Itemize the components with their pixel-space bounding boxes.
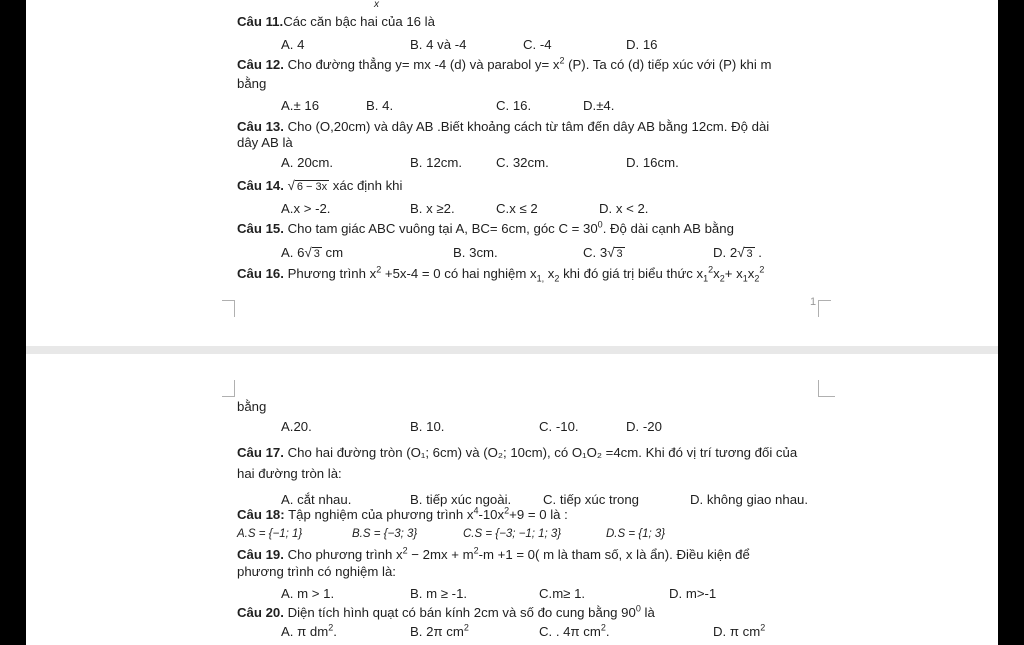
q17-option-a: A. cắt nhau. <box>281 492 352 507</box>
q17-option-c: C. tiếp xúc trong <box>543 492 640 507</box>
q13-option-d: D. 16cm. <box>626 155 679 170</box>
q15-option-b: B. 3cm. <box>453 245 498 260</box>
q18-option-d: D.S = {1; 3} <box>606 528 666 540</box>
q15-option-c: C. 3√ 3 <box>583 245 623 260</box>
q20-option-a: A. π $dm^2$. <box>281 622 337 639</box>
q11-option-d: D. 16 <box>626 37 658 52</box>
question-12: Câu 12. Cho đường thẳng y= mx -4 (d) và parabol $y= x^2$ (P). Ta có (d) tiếp xúc với (P) khi m <box>237 55 772 72</box>
q18-option-a: A.S = {−1; 1} <box>237 528 303 540</box>
question-17: Câu 17. Cho hai đường tròn (O₁; 6cm) và (O₂; 10cm), có O₁O₂ =4cm. Khi đó vị trí tương đối của <box>237 445 798 460</box>
q11-option-a: A. 4 <box>281 37 305 52</box>
question-13: Câu 13. Cho (O,20cm) và dây AB .Biết khoảng cách từ tâm đến dây AB bằng 12cm. Độ dài <box>237 119 770 134</box>
q14-option-d: D. x < 2. <box>599 201 649 216</box>
q12-option-a: A.± 16 <box>281 98 320 113</box>
q19-option-d: D. m>-1 <box>669 586 717 601</box>
top-mark: x <box>374 0 379 10</box>
q16-option-c: C. -10. <box>539 419 579 434</box>
q12-option-d: D.±4. <box>583 98 615 113</box>
question-17-cont: hai đường tròn là: <box>237 466 342 481</box>
q11-option-b: B. 4 và -4 <box>410 37 467 52</box>
q11-option-c: C. -4 <box>523 37 552 52</box>
question-12-cont: bằng <box>237 76 267 91</box>
question-20: Câu 20. Diện tích hình quạt có bán kính 2cm và số đo cung bằng $90^0$ là <box>237 603 655 620</box>
q16-option-d: D. -20 <box>626 419 662 434</box>
question-13-cont: dây AB là <box>237 135 293 150</box>
q13-option-c: C. 32cm. <box>496 155 549 170</box>
q13-option-b: B. 12cm. <box>410 155 463 170</box>
q20-option-c: C. . 4π $cm^2$. <box>539 622 610 639</box>
q14-option-c: C.x ≤ 2 <box>496 201 538 216</box>
question-16-cont: bằng <box>237 399 267 414</box>
question-16: Câu 16. Phương trình $x^2 +5x-4 = 0$ có hai nghiệm $x_{1,}$ $x_2$ khi đó giá trị biểu thức $x_1^2x_2+ x_1x_2^2$ <box>237 264 765 284</box>
q13-option-a: A. 20cm. <box>281 155 334 170</box>
question-15: Câu 15. Cho tam giác ABC vuông tại A, BC= 6cm, góc $C = 30^0$. Độ dài cạnh AB bằng <box>237 219 734 236</box>
q14-option-b: B. x ≥2. <box>410 201 455 216</box>
page-break <box>26 346 998 354</box>
crop-mark <box>818 380 835 397</box>
q12-option-b: B. 4. <box>366 98 394 113</box>
q19-option-b: B. m ≥ -1. <box>410 586 468 601</box>
question-11: Câu 11.Các căn bậc hai của 16 là <box>237 14 435 29</box>
question-18: Câu 18: Tập nghiệm của phương trình $x^4-10x^2+9 = 0$ là : <box>237 505 568 522</box>
q18-option-c: C.S = {−3; −1; 1; 3} <box>463 528 562 540</box>
question-14: Câu 14. √ 6 − 3x xác định khi <box>237 178 403 193</box>
page-number: 1 <box>810 296 817 308</box>
q19-option-c: C.m≥ 1. <box>539 586 586 601</box>
q12-option-c: C. 16. <box>496 98 532 113</box>
q20-option-b: B. 2π $cm^2$ <box>410 622 469 639</box>
crop-mark <box>818 300 831 317</box>
q18-option-b: B.S = {−3; 3} <box>352 528 418 540</box>
question-19: Câu 19. Cho phương trình $x^2 - 2mx + m^2-m +1 = 0$( m là tham số, x là ẩn). Điều kiện để <box>237 545 750 562</box>
q19-option-a: A. m > 1. <box>281 586 335 601</box>
q16-option-a: A.20. <box>281 419 312 434</box>
crop-mark <box>222 380 235 397</box>
q17-option-b: B. tiếp xúc ngoài. <box>410 492 512 507</box>
question-19-cont: phương trình có nghiệm là: <box>237 564 396 579</box>
q16-option-b: B. 10. <box>410 419 445 434</box>
q14-option-a: A.x > -2. <box>281 201 331 216</box>
q20-option-d: D. π $cm^2$ <box>713 622 766 639</box>
crop-mark <box>222 300 235 317</box>
q15-option-a: A. 6√ 3 cm <box>281 245 344 260</box>
q15-option-d: D. 2√ 3 . <box>713 245 762 260</box>
document-page <box>26 0 998 645</box>
q17-option-d: D. không giao nhau. <box>690 492 809 507</box>
